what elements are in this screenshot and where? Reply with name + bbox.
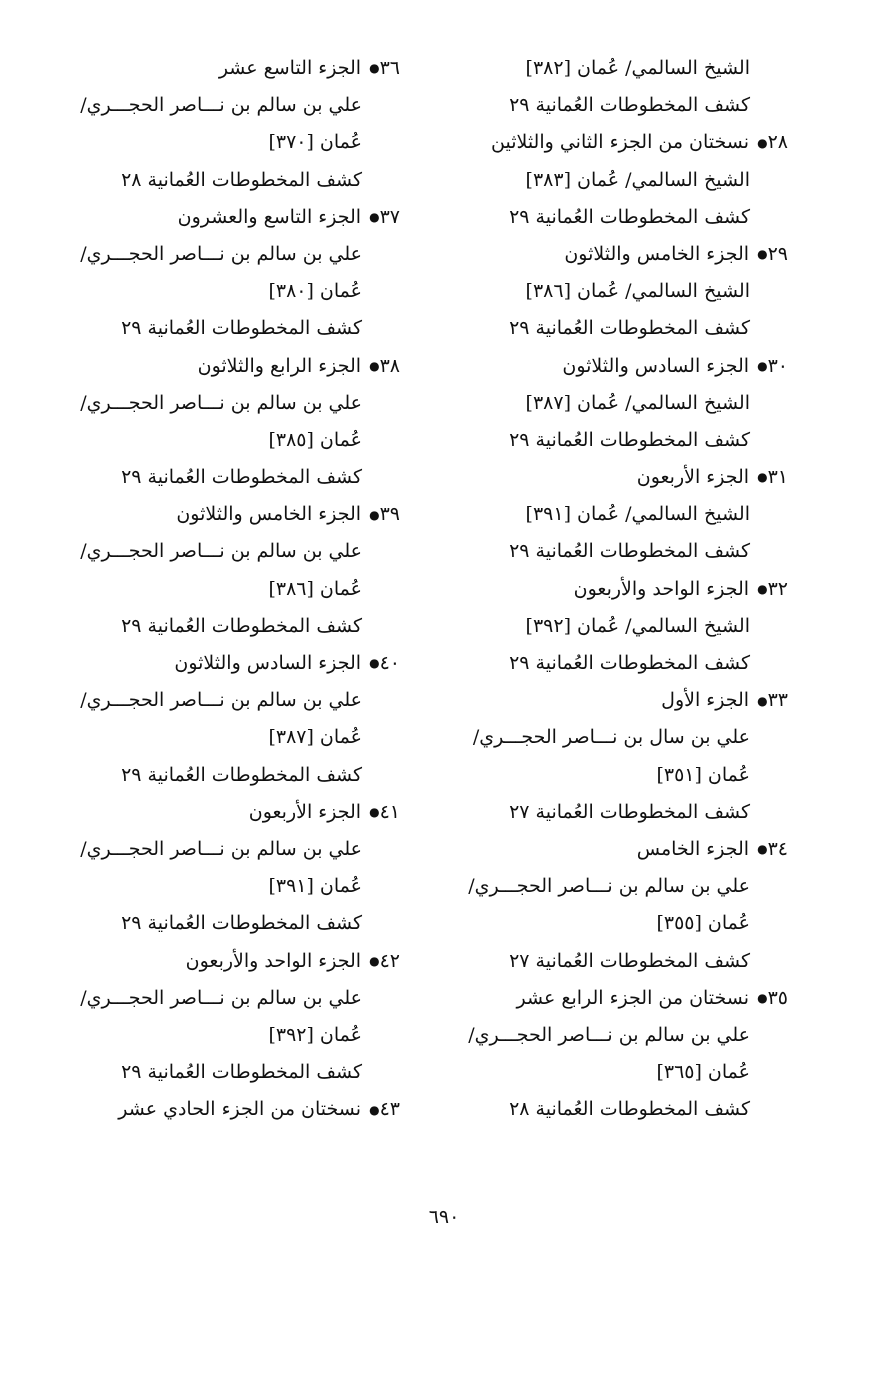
entry-detail-line: علي بن سالم بن نـــاصر الحجـــري/ (80, 689, 362, 712)
entry-title: الجزء التاسع والعشرون (177, 205, 362, 228)
entry-detail-line: الشيخ السالمي/ عُمان [٣٩٢] (525, 614, 750, 637)
entry-detail-line: كشف المخطوطات العُمانية ٢٩ (121, 912, 362, 935)
entry-detail-line: كشف المخطوطات العُمانية ٢٩ (509, 317, 750, 340)
bullet-icon: ● (757, 470, 768, 485)
bullet-icon: ● (369, 61, 380, 76)
entry-detail-line: الشيخ السالمي/ عُمان [٣٨٣] (525, 168, 750, 191)
entry-detail-line: كشف المخطوطات العُمانية ٢٩ (121, 763, 362, 786)
entry-heading (428, 236, 788, 273)
entry-detail-line: علي بن سالم بن نـــاصر الحجـــري/ (80, 837, 362, 860)
entry-number: ٣٨ (379, 354, 400, 377)
entry-detail-line: كشف المخطوطات العُمانية ٢٩ (509, 540, 750, 563)
entry-title: الجزء الأربعون (636, 466, 750, 489)
entry-detail-line: عُمان [٣٨٠] (268, 280, 362, 303)
entry-detail-line: عُمان [٣٥٥] (656, 912, 750, 935)
entry-heading (428, 459, 788, 496)
entry-detail-line: كشف المخطوطات العُمانية ٢٧ (509, 800, 750, 823)
entry-number: ٣٠ (767, 354, 788, 377)
bullet-icon: ● (369, 507, 380, 522)
entry-detail-line: كشف المخطوطات العُمانية ٢٩ (121, 466, 362, 489)
bullet-icon: ● (369, 656, 380, 671)
bullet-icon: ● (369, 1102, 380, 1117)
entry-detail-line: كشف المخطوطات العُمانية ٢٨ (509, 1098, 750, 1121)
entry-title: الجزء الأول (661, 689, 750, 712)
entry-detail-line: كشف المخطوطات العُمانية ٢٩ (121, 1061, 362, 1084)
entry-title: الجزء السادس والثلاثون (174, 652, 362, 674)
entry-number: ٤٣ (379, 1098, 400, 1121)
entry-title: الجزء الأربعون (248, 800, 362, 823)
entry-detail-line: علي بن سالم بن نـــاصر الحجـــري/ (80, 986, 362, 1009)
bullet-icon: ● (369, 358, 380, 373)
entry-number: ٣٢ (767, 577, 788, 600)
entry-heading (40, 50, 400, 87)
left-column (40, 50, 400, 1128)
entry-detail-line: الشيخ السالمي/ عُمان [٣٨٢] (525, 57, 750, 79)
bullet-icon: ● (757, 693, 768, 708)
entry-detail-line: كشف المخطوطات العُمانية ٢٩ (121, 614, 362, 637)
entry-heading (40, 199, 400, 236)
bullet-icon: ● (369, 953, 380, 968)
entry-number: ٢٨ (767, 131, 788, 154)
entry-detail-line: عُمان [٣٦٥] (656, 1061, 750, 1084)
entry-title: نسختان من الجزء الثاني والثلاثين (491, 131, 750, 154)
entry-detail-line: كشف المخطوطات العُمانية ٢٩ (121, 317, 362, 340)
bullet-icon: ● (757, 991, 768, 1006)
entry-detail-line: عُمان [٣٩٢] (268, 1023, 362, 1046)
entry-detail-line: علي بن سالم بن نـــاصر الحجـــري/ (468, 875, 750, 898)
entry-number: ٣١ (767, 466, 788, 489)
entry-title: الجزء الواحد والأربعون (185, 949, 362, 972)
bullet-icon: ● (369, 805, 380, 820)
bullet-icon: ● (757, 582, 768, 597)
entry-title: الجزء الواحد والأربعون (573, 577, 750, 600)
entry-number: ٤٠ (379, 652, 400, 674)
entry-detail-line: كشف المخطوطات العُمانية ٢٧ (509, 949, 750, 972)
entry-detail-line: كشف المخطوطات العُمانية ٢٨ (121, 168, 362, 191)
entry-heading (428, 124, 788, 161)
entry-detail-line: علي بن سالم بن نـــاصر الحجـــري/ (468, 1023, 750, 1046)
entry-detail-line: علي بن سالم بن نـــاصر الحجـــري/ (80, 391, 362, 414)
entry-detail-line: علي بن سال بن نـــاصر الحجـــري/ (472, 726, 750, 749)
entry-heading (40, 794, 400, 831)
entry-detail-line: الشيخ السالمي/ عُمان [٣٩١] (525, 503, 750, 526)
entry-detail-line: عُمان [٣٨٧] (268, 726, 362, 749)
bullet-icon: ● (369, 210, 380, 225)
entry-number: ٣٤ (767, 837, 788, 860)
page-number: ٦٩٠ (428, 1206, 460, 1228)
entry-detail-line: كشف المخطوطات العُمانية ٢٩ (509, 428, 750, 451)
entry-heading (40, 496, 400, 533)
entry-title: الجزء الخامس (636, 837, 750, 860)
entry-detail-line: كشف المخطوطات العُمانية ٢٩ (509, 94, 750, 117)
entry-heading (40, 943, 400, 980)
bullet-icon: ● (757, 358, 768, 373)
entry-number: ٣٦ (379, 57, 400, 79)
entry-heading (428, 980, 788, 1017)
entry-number: ٢٩ (767, 242, 788, 265)
entry-heading (40, 1091, 400, 1128)
right-column (428, 50, 788, 1128)
entry-detail-line: كشف المخطوطات العُمانية ٢٩ (509, 652, 750, 674)
entry-detail-line: كشف المخطوطات العُمانية ٢٩ (509, 205, 750, 228)
entry-heading (40, 645, 400, 682)
entry-detail-line: عُمان [٣٨٥] (268, 428, 362, 451)
entry-detail-line: علي بن سالم بن نـــاصر الحجـــري/ (80, 94, 362, 117)
entry-title: الجزء التاسع عشر (218, 57, 362, 79)
entry-detail-line: علي بن سالم بن نـــاصر الحجـــري/ (80, 540, 362, 563)
entry-title: الجزء الخامس والثلاثون (176, 503, 362, 526)
entry-detail-line: عُمان [٣٨٦] (268, 577, 362, 600)
entry-heading (428, 682, 788, 719)
entry-detail-line: عُمان [٣٧٠] (268, 131, 362, 154)
entry-detail-line: علي بن سالم بن نـــاصر الحجـــري/ (80, 242, 362, 265)
bullet-icon: ● (757, 842, 768, 857)
entry-detail-line: الشيخ السالمي/ عُمان [٣٨٧] (525, 391, 750, 414)
entry-heading (428, 348, 788, 385)
bullet-icon: ● (757, 247, 768, 262)
entry-title: نسختان من الجزء الرابع عشر (516, 986, 750, 1009)
entry-number: ٣٥ (767, 986, 788, 1009)
entry-detail-line: عُمان [٣٩١] (268, 875, 362, 898)
entry-number: ٣٩ (379, 503, 400, 526)
entry-heading (40, 348, 400, 385)
entry-title: الجزء الخامس والثلاثون (564, 242, 750, 265)
entry-detail-line: عُمان [٣٥١] (656, 763, 750, 786)
entry-title: الجزء السادس والثلاثون (562, 354, 750, 377)
entry-title: نسختان من الجزء الحادي عشر (118, 1098, 362, 1121)
entry-number: ٣٣ (767, 689, 788, 712)
entry-title: الجزء الرابع والثلاثون (197, 354, 362, 377)
entry-detail-line: الشيخ السالمي/ عُمان [٣٨٦] (525, 280, 750, 303)
entry-heading (428, 571, 788, 608)
entry-heading (428, 831, 788, 868)
entry-number: ٣٧ (379, 205, 400, 228)
entry-number: ٤٢ (379, 949, 400, 972)
entry-number: ٤١ (379, 800, 400, 823)
bullet-icon: ● (757, 135, 768, 150)
